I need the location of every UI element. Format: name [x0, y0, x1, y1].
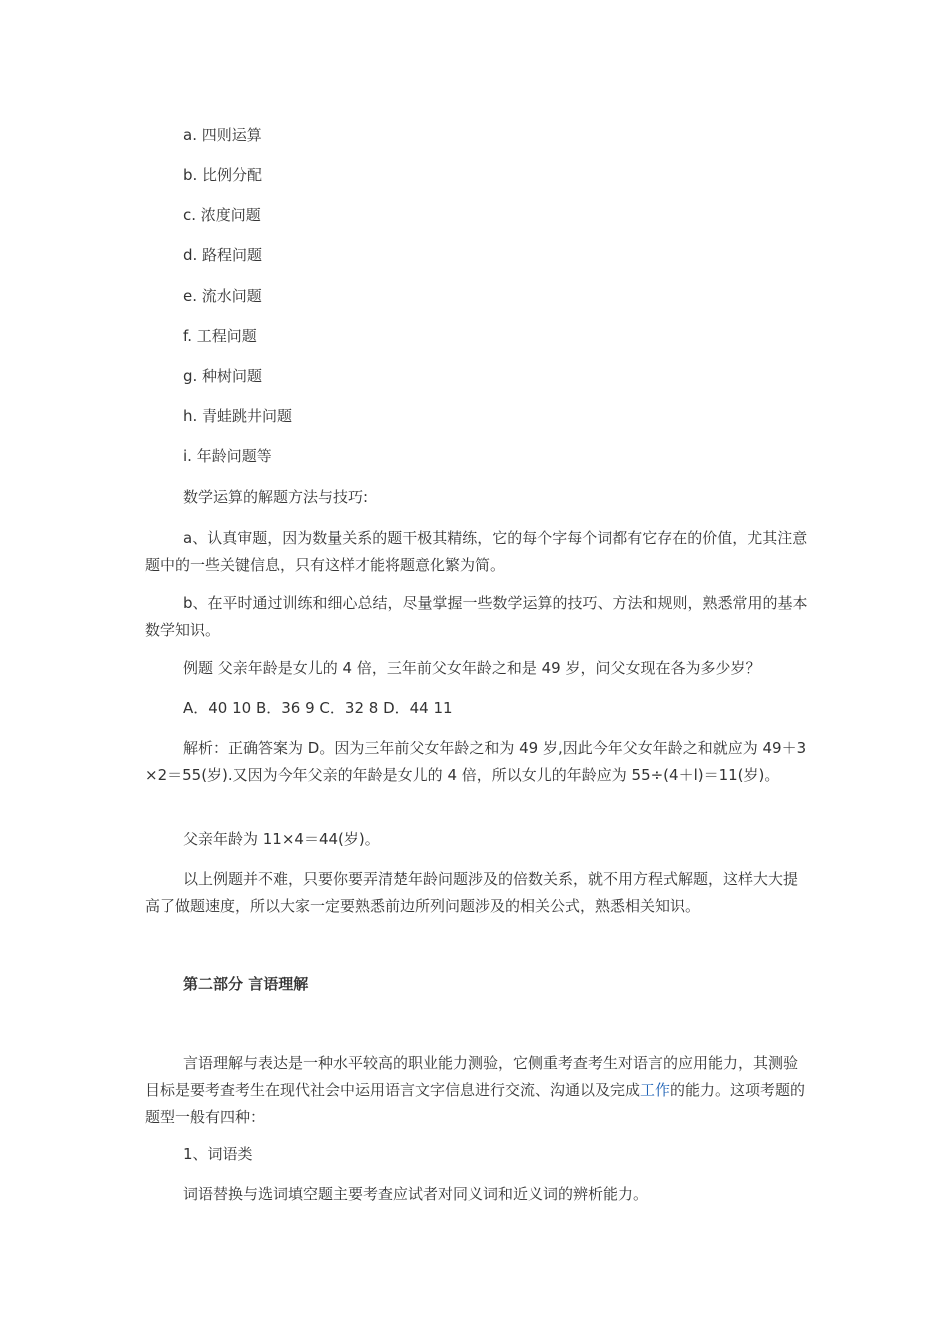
tip-b-paragraph: b、在平时通过训练和细心总结，尽量掌握一些数学运算的技巧、方法和规则，熟悉常用的基本数学知识。 — [145, 594, 808, 639]
example-options: A．40 10 B．36 9 C．32 8 D．44 11 — [183, 699, 453, 717]
list-item-a: a. 四则运算 — [183, 126, 262, 144]
list-item-e: e. 流水问题 — [183, 287, 262, 305]
intro-paragraph — [145, 1050, 810, 1131]
list-item-f: f. 工程问题 — [183, 327, 257, 345]
example-question: 例题 父亲年龄是女儿的 4 倍，三年前父女年龄之和是 49 岁，问父女现在各为多少岁？ — [183, 659, 761, 677]
list-item-c: c. 浓度问题 — [183, 206, 261, 224]
intro-text-after-link: 的能力。这项考题的题型一般有四种： — [145, 1081, 806, 1126]
list-item-h: h. 青蛙跳井问题 — [183, 407, 293, 425]
tip-a-paragraph: a、认真审题，因为数量关系的题干极其精练，它的每个字每个词都有它存在的价值，尤其注意题中的一些关键信息，只有这样才能将题意化繁为简。 — [145, 529, 808, 574]
methods-title: 数学运算的解题方法与技巧: — [183, 488, 369, 506]
list-item-d: d. 路程问题 — [183, 246, 263, 264]
intro-text-before-link: 言语理解与表达是一种水平较高的职业能力测验，它侧重考查考生对语言的应用能力，其测验目标是要考查考生在现代社会中运用语言文字信息进行交流、沟通以及完成 — [145, 1054, 799, 1099]
category-1-description: 词语替换与选词填空题主要考查应试者对同义词和近义词的辨析能力。 — [183, 1185, 649, 1203]
summary-paragraph: 以上例题并不难，只要你要弄清楚年龄问题涉及的倍数关系，就不用方程式解题，这样大大提高了做题速度，所以大家一定要熟悉前边所列问题涉及的相关公式，熟悉相关知识。 — [145, 870, 799, 915]
section-title: 第二部分 言语理解 — [183, 975, 309, 993]
father-age-line: 父亲年龄为 11×4＝44(岁)。 — [183, 830, 380, 848]
category-1-heading: 1、词语类 — [183, 1145, 253, 1163]
analysis-paragraph: 解析：正确答案为 D。因为三年前父女年龄之和为 49 岁,因此今年父女年龄之和就应为 49＋3×2＝55(岁).又因为今年父亲的年龄是女儿的 4 倍，所以女儿的年龄应为 55÷(4＋l)＝11(岁)。 — [145, 739, 807, 784]
list-item-b: b. 比例分配 — [183, 166, 263, 184]
list-item-g: g. 种树问题 — [183, 367, 263, 385]
work-link[interactable]: 工作 — [640, 1081, 671, 1099]
list-item-i: i. 年龄问题等 — [183, 447, 272, 465]
